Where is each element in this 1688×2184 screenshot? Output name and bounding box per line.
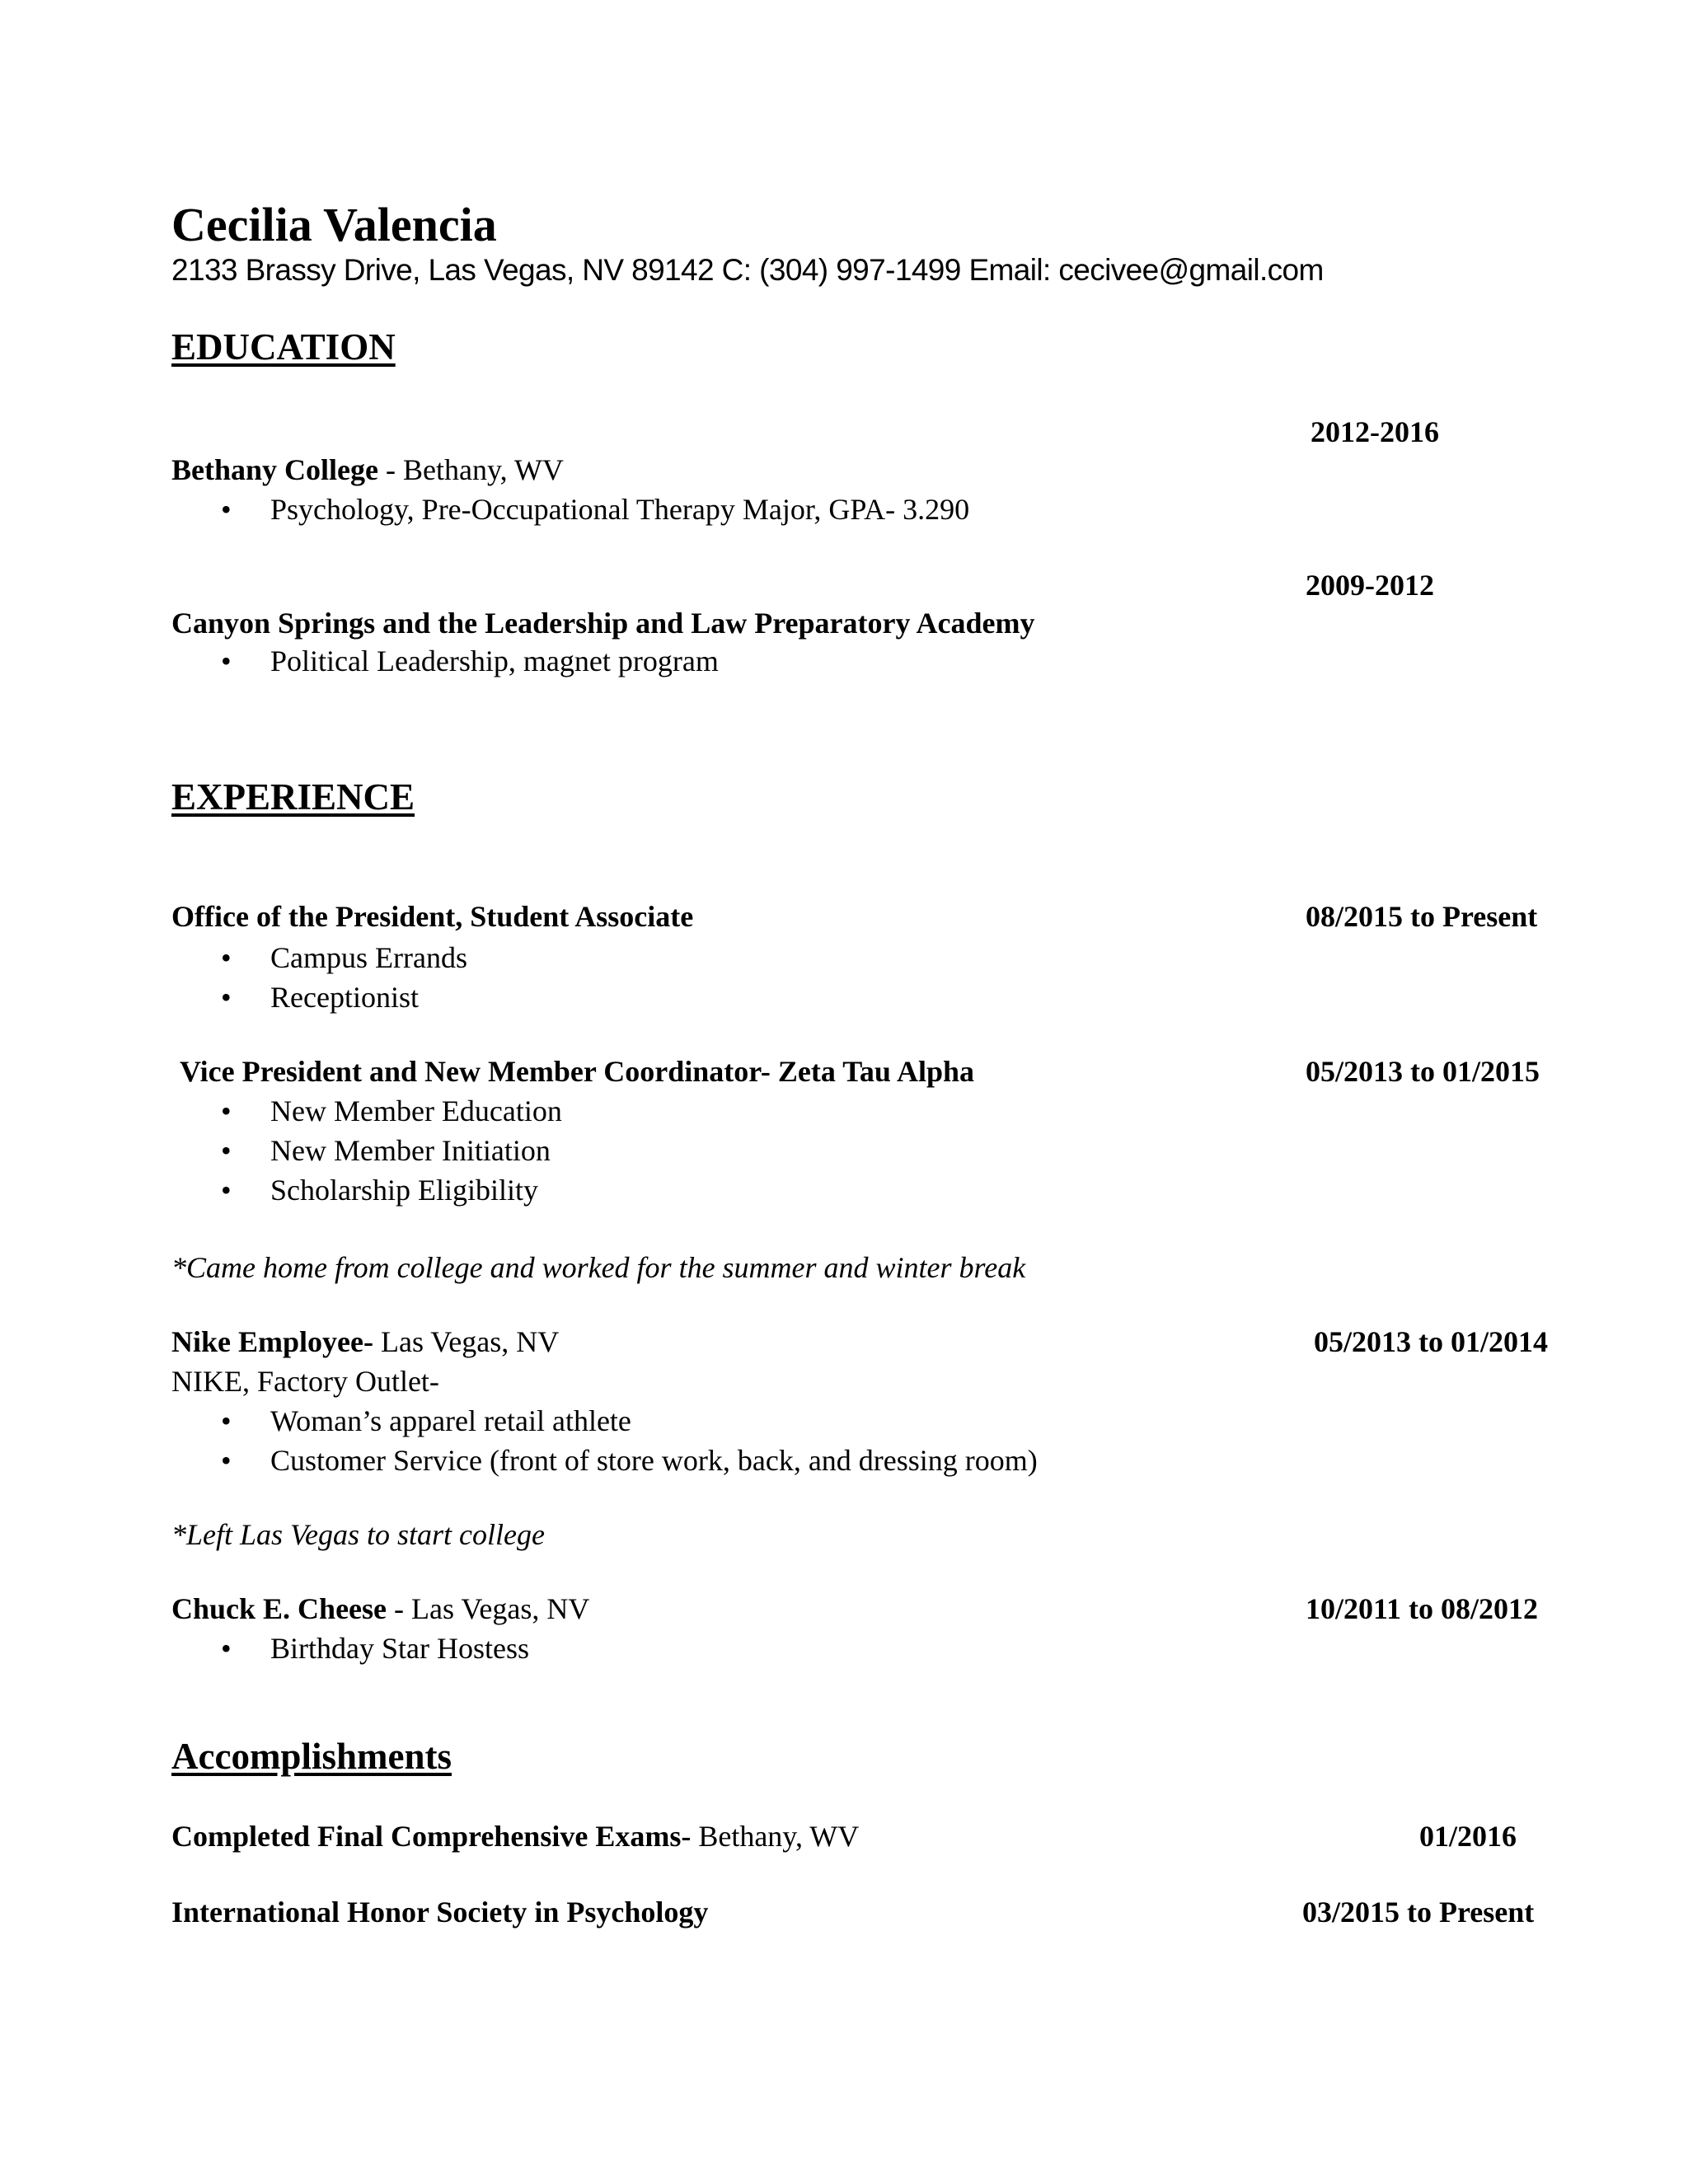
job-title: Nike Employee- [171, 1325, 373, 1358]
list-item: • Receptionist [221, 977, 467, 1017]
list-item: • Psychology, Pre-Occupational Therapy Major, GPA- 3.290 [221, 490, 969, 529]
accomplishment-1 [171, 1818, 859, 1854]
accomplishment-title: Completed Final Comprehensive Exams- [171, 1820, 692, 1853]
candidate-name: Cecilia Valencia [171, 198, 497, 251]
experience-bullets-2 [221, 1091, 562, 1210]
experience-title-1 [171, 898, 693, 935]
education-school-1 [171, 452, 564, 488]
experience-date-3: 05/2013 to 01/2014 [1314, 1325, 1548, 1358]
experience-bullets-4 [221, 1629, 529, 1668]
experience-date-2: 05/2013 to 01/2015 [1306, 1055, 1540, 1088]
list-item: • Birthday Star Hostess [221, 1629, 529, 1668]
accomplishments-heading: Accomplishments [171, 1736, 452, 1777]
experience-bullets-3 [221, 1401, 1038, 1480]
experience-note-2: *Left Las Vegas to start college [171, 1518, 545, 1551]
school-location: - Bethany, WV [377, 453, 564, 486]
school-name: Canyon Springs and the Leadership and Law Preparatory Academy [171, 607, 1035, 640]
experience-note-1: *Came home from college and worked for the summer and winter break [171, 1251, 1026, 1284]
list-item: • Customer Service (front of store work, back, and dressing room) [221, 1441, 1038, 1480]
experience-title-2 [180, 1053, 974, 1090]
education-date-2: 2009-2012 [1306, 569, 1434, 602]
accomplishment-location: Bethany, WV [691, 1820, 860, 1853]
education-heading: EDUCATION [171, 326, 396, 368]
education-bullets-1 [221, 490, 969, 529]
school-name: Bethany College [171, 453, 378, 486]
accomplishment-date-1: 01/2016 [1419, 1820, 1517, 1853]
contact-line: 2133 Brassy Drive, Las Vegas, NV 89142 C: (304) 997-1499 Email: cecivee@gmail.com [171, 253, 1324, 287]
job-title: Chuck E. Cheese [171, 1592, 387, 1625]
education-date-1: 2012-2016 [1311, 415, 1439, 448]
education-bullets-2 [221, 641, 719, 681]
list-item: • New Member Education [221, 1091, 562, 1131]
job-title: Office of the President, Student Associate [171, 900, 694, 933]
experience-date-1: 08/2015 to Present [1306, 900, 1538, 933]
experience-title-3 [171, 1324, 559, 1360]
list-item: • Campus Errands [221, 938, 467, 977]
experience-heading: EXPERIENCE [171, 776, 415, 818]
education-school-2 [171, 605, 1034, 641]
accomplishment-title: International Honor Society in Psychology [171, 1896, 709, 1929]
list-item: • New Member Initiation [221, 1131, 562, 1170]
list-item: • Scholarship Eligibility [221, 1170, 562, 1210]
experience-title-4 [171, 1591, 589, 1627]
experience-subtitle-3: NIKE, Factory Outlet- [171, 1365, 439, 1398]
list-item: • Woman’s apparel retail athlete [221, 1401, 1038, 1441]
list-item: • Political Leadership, magnet program [221, 641, 719, 681]
experience-date-4: 10/2011 to 08/2012 [1306, 1592, 1539, 1625]
job-title: Vice President and New Member Coordinator- Zeta Tau Alpha [180, 1055, 974, 1088]
experience-bullets-1 [221, 938, 467, 1017]
job-location: Las Vegas, NV [373, 1325, 560, 1358]
accomplishment-2 [171, 1894, 708, 1930]
job-location: - Las Vegas, NV [387, 1592, 590, 1625]
accomplishment-date-2: 03/2015 to Present [1302, 1896, 1535, 1929]
